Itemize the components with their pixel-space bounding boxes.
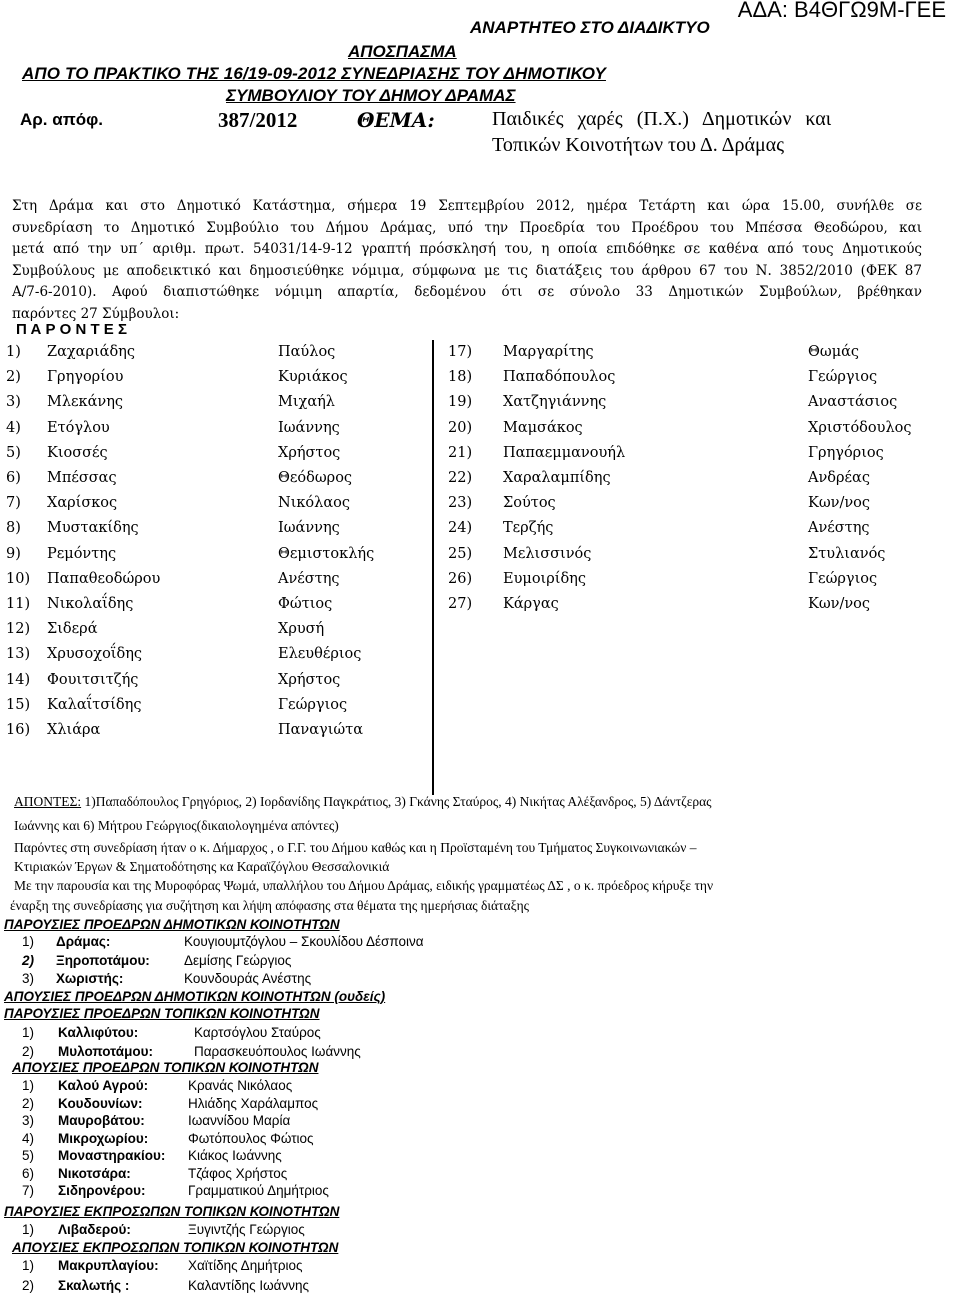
member-row — [448, 592, 888, 617]
member-name: Παύλος — [278, 344, 336, 360]
member-surname: Ζαχαριάδης — [47, 344, 135, 360]
member-row — [6, 617, 446, 642]
member-num: 18) — [448, 369, 473, 386]
entry-community: Ξηροποτάμου: — [56, 952, 150, 968]
member-num: 22) — [448, 470, 473, 486]
entry-community: Καλού Αγρού: — [58, 1078, 149, 1093]
member-num: 2) — [6, 369, 21, 386]
member-row — [448, 416, 912, 441]
member-surname: Μυστακίδης — [47, 520, 139, 537]
section-entry — [22, 1043, 361, 1059]
entry-number: 4) — [22, 1130, 35, 1146]
member-num: 14) — [6, 671, 31, 688]
member-row — [448, 390, 898, 415]
section-entry — [22, 934, 424, 949]
member-num: 21) — [448, 444, 473, 461]
member-surname: Μαμσάκος — [503, 419, 583, 436]
intro-line: Συμβούλους με αποδεικτικό και δημοσιεύθηκε νόμιμα, σύμφωνα με τις διατάξεις του άρθρου 67 του Ν. 3852/2010 (ΦΕΚ 87 — [12, 262, 922, 279]
member-name: Ανέστης — [808, 520, 870, 537]
member-surname: Χαραλαμπίδης — [503, 470, 611, 486]
member-row — [6, 416, 446, 441]
entry-number: 3) — [22, 1113, 35, 1128]
entry-community: Καλλιφύτου: — [58, 1025, 139, 1040]
member-num: 23) — [448, 495, 473, 512]
posted-notice: ΑΝΑΡΤΗΤΕΟ ΣΤΟ ΔΙΑΔΙΚΤΥΟ — [470, 18, 710, 37]
section-title-absent-presidents-local: ΑΠΟΥΣΙΕΣ ΠΡΟΕΔΡΩΝ ΤΟΠΙΚΩΝ ΚΟΙΝΟΤΗΤΩΝ — [12, 1060, 319, 1075]
entry-person: Κιάκος Ιωάννης — [188, 1148, 282, 1163]
member-name: Θωμάς — [808, 344, 860, 360]
member-surname: Παπαθεοδώρου — [47, 570, 161, 587]
member-row — [6, 542, 446, 567]
entry-community: Λιβαδερού: — [58, 1222, 131, 1237]
decision-label: Αρ. απόφ. — [20, 110, 103, 129]
member-row — [6, 567, 446, 592]
entry-person: Κρανάς Νικόλαος — [188, 1078, 293, 1093]
member-name: Κων/νος — [808, 596, 871, 612]
member-surname: Χαρίσκος — [47, 495, 118, 512]
entry-number: 1) — [22, 934, 35, 949]
section-entry — [22, 1165, 288, 1181]
ada-code: ΑΔΑ: Β4ΘΓΩ9Μ-ΓΕΕ — [737, 0, 946, 22]
member-surname: Χλιάρα — [47, 722, 101, 738]
entry-community: Κουδουνίων: — [58, 1095, 143, 1111]
member-name: Γεώργιος — [278, 696, 348, 713]
member-name: Χρήστος — [278, 671, 341, 688]
member-row — [448, 441, 888, 466]
member-row — [6, 365, 446, 390]
notes-line1: Παρόντες στη συνεδρίαση ήταν ο κ. Δήμαρχος , ο Γ.Γ. του Δήμου καθώς και η Προϊσταμένη του Τμήματος Συγκοινωνιακών – — [14, 840, 697, 855]
section-entry — [22, 1148, 282, 1163]
section-entry — [22, 971, 312, 986]
member-num: 8) — [6, 520, 21, 537]
entry-person: Χαϊτίδης Δημήτριος — [188, 1258, 303, 1273]
member-row — [6, 642, 446, 667]
member-name: Γεώργιος — [808, 369, 878, 386]
excerpt-title: ΑΠΟΣΠΑΣΜΑ — [348, 42, 457, 61]
member-name: Κων/νος — [808, 495, 871, 512]
intro-line: Α/7-6-2010). Αφού διαπιστώθηκε νόμιμη απαρτία, δεδομένου ότι σε σύνολο 33 Δημοτικών Συμβούλων, βρέθηκαν — [12, 284, 922, 300]
member-name: Στυλιανός — [808, 545, 886, 562]
member-num: 7) — [6, 495, 21, 512]
subject-label: ΘΕΜΑ: — [357, 108, 435, 132]
member-num: 13) — [6, 646, 31, 663]
member-surname: Γρηγορίου — [47, 369, 124, 386]
entry-number: 1) — [22, 1258, 35, 1273]
member-name: Χριστόδουλος — [808, 419, 912, 436]
absent-list: 1)Παπαδόπουλος Γρηγόριος, 2) Ιορδανίδης Παγκράτιος, 3) Γκάνης Σταύρος, 4) Νικήτας Αλέξανδρος, 5) Δάντζερας — [81, 794, 712, 809]
member-name: Ελευθέριος — [278, 646, 362, 663]
member-num: 5) — [6, 444, 21, 461]
entry-community: Χωριστής: — [56, 971, 124, 986]
entry-person: Ξυγιντζής Γεώργιος — [188, 1222, 305, 1237]
entry-community: Μακρυπλαγίου: — [58, 1258, 159, 1273]
member-row — [448, 567, 888, 592]
member-num: 4) — [6, 419, 21, 436]
member-row — [6, 491, 446, 516]
entry-number: 6) — [22, 1165, 35, 1181]
member-name: Κυριάκος — [278, 369, 348, 386]
member-surname: Νικολαΐδης — [47, 596, 134, 612]
section-entry — [22, 1113, 291, 1128]
column-divider — [432, 340, 434, 795]
member-name: Αναστάσιος — [808, 394, 898, 411]
member-surname: Μπέσσας — [47, 470, 117, 486]
member-num: 25) — [448, 545, 473, 562]
member-name: Μιχαήλ — [278, 394, 335, 411]
present-title: Π Α Ρ Ο Ν Τ Ε Σ — [16, 321, 127, 338]
member-name: Θεμιστοκλής — [278, 545, 375, 562]
member-surname: Ετόγλου — [47, 419, 110, 436]
member-name: Ιωάννης — [278, 520, 340, 537]
entry-person: Καλαντίδης Ιωάννης — [188, 1278, 309, 1293]
member-name: Φώτιος — [278, 596, 333, 612]
subject-line2: Τοπικών Κοινοτήτων του Δ. Δράμας — [492, 134, 785, 156]
member-name: Γρηγόριος — [808, 444, 884, 461]
member-surname: Τερζής — [503, 520, 554, 537]
entry-person: Φωτόπουλος Φώτιος — [188, 1130, 314, 1146]
member-name: Θεόδωρος — [278, 470, 353, 486]
member-surname: Σιδερά — [47, 621, 98, 638]
member-num: 6) — [6, 470, 21, 486]
notes-line2: Κτιριακών Έργων & Σηματοδότησης κα Καραϊζόγλου Θεσσαλονικιά — [14, 859, 390, 874]
member-surname: Παπαδόπουλος — [503, 369, 616, 386]
member-num: 1) — [6, 344, 21, 360]
member-name: Παναγιώτα — [278, 722, 364, 738]
member-row — [448, 491, 888, 516]
entry-person: Δεμίσης Γεώργιος — [184, 952, 292, 968]
entry-person: Ηλιάδης Χαράλαμπος — [188, 1095, 319, 1111]
entry-person: Γραμματικού Δημήτριος — [188, 1183, 329, 1198]
section-entry — [22, 1278, 309, 1293]
member-num: 9) — [6, 545, 21, 562]
member-name: Γεώργιος — [808, 570, 878, 587]
entry-number: 5) — [22, 1148, 35, 1163]
entry-person: Κουνδουράς Ανέστης — [184, 971, 312, 986]
member-surname: Φουιτσιτζής — [47, 671, 139, 688]
member-row — [6, 592, 446, 617]
entry-person: Καρτσόγλου Σταύρος — [194, 1025, 321, 1040]
member-surname: Κιοσσές — [47, 444, 108, 461]
member-surname: Ρεμόντης — [47, 545, 117, 562]
section-entry — [22, 1025, 321, 1040]
member-name: Ιωάννης — [278, 419, 340, 436]
section-entry — [22, 1130, 314, 1146]
member-num: 15) — [6, 696, 31, 713]
notes-line4: έναρξη της συνεδρίασης για συζήτηση και λήψη απόφασης στα θέματα της ημερήσιας διάταξης — [10, 898, 529, 913]
member-row — [6, 441, 446, 466]
member-row — [6, 668, 446, 693]
entry-community: Μικροχωρίου: — [58, 1130, 149, 1146]
member-name: Ανέστης — [278, 570, 340, 587]
member-num: 3) — [6, 394, 21, 411]
member-num: 17) — [448, 344, 473, 360]
entry-person: Ιωαννίδου Μαρία — [188, 1113, 291, 1128]
entry-number: 7) — [22, 1183, 35, 1198]
section-entry — [22, 1222, 305, 1237]
member-surname: Χρυσοχοΐδης — [47, 646, 143, 663]
entry-number: 2) — [22, 1043, 35, 1059]
intro-paragraph — [12, 196, 922, 325]
entry-community: Σιδηρονέρου: — [58, 1183, 146, 1198]
entry-number: 1) — [22, 1078, 35, 1093]
section-title-present-presidents-municipal: ΠΑΡΟΥΣΙΕΣ ΠΡΟΕΔΡΩΝ ΔΗΜΟΤΙΚΩΝ ΚΟΙΝΟΤΗΤΩΝ — [4, 917, 340, 932]
member-num: 16) — [6, 722, 31, 738]
member-row — [448, 542, 888, 567]
entry-number: 2) — [22, 952, 35, 968]
member-surname: Χατζηγιάννης — [503, 394, 607, 411]
member-num: 10) — [6, 570, 31, 587]
notes-line3: Με την παρουσία και της Μυροφόρας Ψωμά, υπαλλήλου του Δήμου Δράμας, ειδικής γραμματέως ΔΣ , ο κ. πρόεδρος κήρυξε την — [14, 878, 714, 893]
member-row — [6, 516, 446, 541]
intro-line: παρόντες 27 Σύμβουλοι: — [12, 305, 180, 322]
entry-community: Δράμας: — [56, 934, 111, 949]
minutes-heading-line1: ΑΠΟ ΤΟ ΠΡΑΚΤΙΚΟ ΤΗΣ 16/19-09-2012 ΣΥΝΕΔΡΙΑΣΗΣ ΤΟΥ ΔΗΜΟΤΙΚΟΥ — [22, 64, 606, 83]
section-entry — [22, 952, 292, 968]
entry-community: Νικοτσάρα: — [58, 1165, 131, 1181]
member-num: 19) — [448, 394, 473, 411]
section-title-absent-presidents-municipal: ΑΠΟΥΣΙΕΣ ΠΡΟΕΔΡΩΝ ΔΗΜΟΤΙΚΩΝ ΚΟΙΝΟΤΗΤΩΝ (ουδείς) — [4, 989, 386, 1004]
entry-community: Μοναστηρακίου: — [58, 1148, 166, 1163]
member-row — [448, 516, 888, 541]
member-surname: Μελισσινός — [503, 545, 592, 562]
decision-number: 387/2012 — [218, 108, 298, 132]
absent-line1 — [14, 794, 712, 810]
section-entry — [22, 1183, 329, 1198]
member-surname: Σούτος — [503, 495, 556, 512]
member-surname: Κάργας — [503, 596, 559, 612]
member-surname: Μαργαρίτης — [503, 344, 594, 360]
entry-person: Κουγιουμτζόγλου – Σκουλίδου Δέσποινα — [184, 934, 424, 949]
member-surname: Ευμοιρίδης — [503, 570, 586, 587]
intro-line: μετά από την υπ΄ αριθμ. πρωτ. 54031/14-9-12 γραπτή πρόσκλησή του, η οποία επιδόθηκε σε καθένα από τους Δημοτικούς — [12, 241, 922, 257]
entry-number: 1) — [22, 1025, 35, 1040]
absent-label: ΑΠΟΝΤΕΣ: — [14, 794, 82, 809]
entry-community: Μαυροβάτου: — [58, 1113, 145, 1128]
member-num: 20) — [448, 419, 473, 436]
entry-number: 2) — [22, 1095, 35, 1111]
member-num: 27) — [448, 596, 473, 612]
member-row — [448, 466, 888, 491]
member-num: 11) — [6, 596, 31, 612]
member-num: 24) — [448, 520, 473, 537]
entry-number: 3) — [22, 971, 35, 986]
intro-line: συνεδρίαση το Δημοτικό Συμβούλιο του Δήμου Δράμας, υπό την Προεδρία του Προέδρου του Μπέσσα Θεοδώρου, και — [12, 219, 922, 236]
member-row — [6, 693, 446, 718]
section-entry — [22, 1095, 319, 1111]
minutes-heading-line2: ΣΥΜΒΟΥΛΙΟΥ ΤΟΥ ΔΗΜΟΥ ΔΡΑΜΑΣ — [226, 86, 516, 105]
entry-person: Τζάφος Χρήστος — [188, 1165, 288, 1181]
section-entry — [22, 1078, 293, 1093]
member-name: Ανδρέας — [808, 470, 870, 486]
member-row — [6, 340, 446, 365]
member-name: Νικόλαος — [278, 495, 350, 512]
entry-number: 1) — [22, 1222, 35, 1237]
section-title-present-representatives-local: ΠΑΡΟΥΣΙΕΣ ΕΚΠΡΟΣΩΠΩΝ ΤΟΠΙΚΩΝ ΚΟΙΝΟΤΗΤΩΝ — [4, 1204, 340, 1219]
member-surname: Καλαΐτσίδης — [47, 696, 142, 713]
absent-line2: Ιωάννης και 6) Μήτρου Γεώργιος(δικαιολογημένα απόντες) — [14, 818, 339, 833]
subject-line1: Παιδικές χαρές (Π.Χ.) Δημοτικών και — [492, 108, 832, 130]
member-row — [6, 466, 446, 491]
member-surname: Μλεκάνης — [47, 394, 124, 411]
member-row — [448, 365, 888, 390]
member-num: 12) — [6, 621, 31, 638]
entry-person: Παρασκευόπουλος Ιωάννης — [194, 1043, 361, 1059]
intro-line: Στη Δράμα και στο Δημοτικό Κατάστημα, σήμερα 19 Σεπτεμβρίου 2012, ημέρα Τετάρτη και ώρα 15.00, συνήλθε σε — [12, 198, 922, 214]
section-title-present-presidents-local: ΠΑΡΟΥΣΙΕΣ ΠΡΟΕΔΡΩΝ ΤΟΠΙΚΩΝ ΚΟΙΝΟΤΗΤΩΝ — [4, 1006, 320, 1021]
member-surname: Παπαεμμανουήλ — [503, 444, 626, 461]
member-row — [448, 340, 888, 365]
member-name: Χρυσή — [278, 621, 325, 638]
entry-number: 2) — [22, 1278, 35, 1293]
section-title-absent-representatives-local: ΑΠΟΥΣΙΕΣ ΕΚΠΡΟΣΩΠΩΝ ΤΟΠΙΚΩΝ ΚΟΙΝΟΤΗΤΩΝ — [12, 1240, 339, 1255]
member-num: 26) — [448, 570, 473, 587]
entry-community: Μυλοποτάμου: — [58, 1043, 153, 1059]
member-row — [6, 390, 446, 415]
member-row — [6, 718, 446, 743]
section-entry — [22, 1258, 303, 1273]
member-name: Χρήστος — [278, 444, 341, 461]
entry-community: Σκαλωτής : — [58, 1278, 130, 1293]
